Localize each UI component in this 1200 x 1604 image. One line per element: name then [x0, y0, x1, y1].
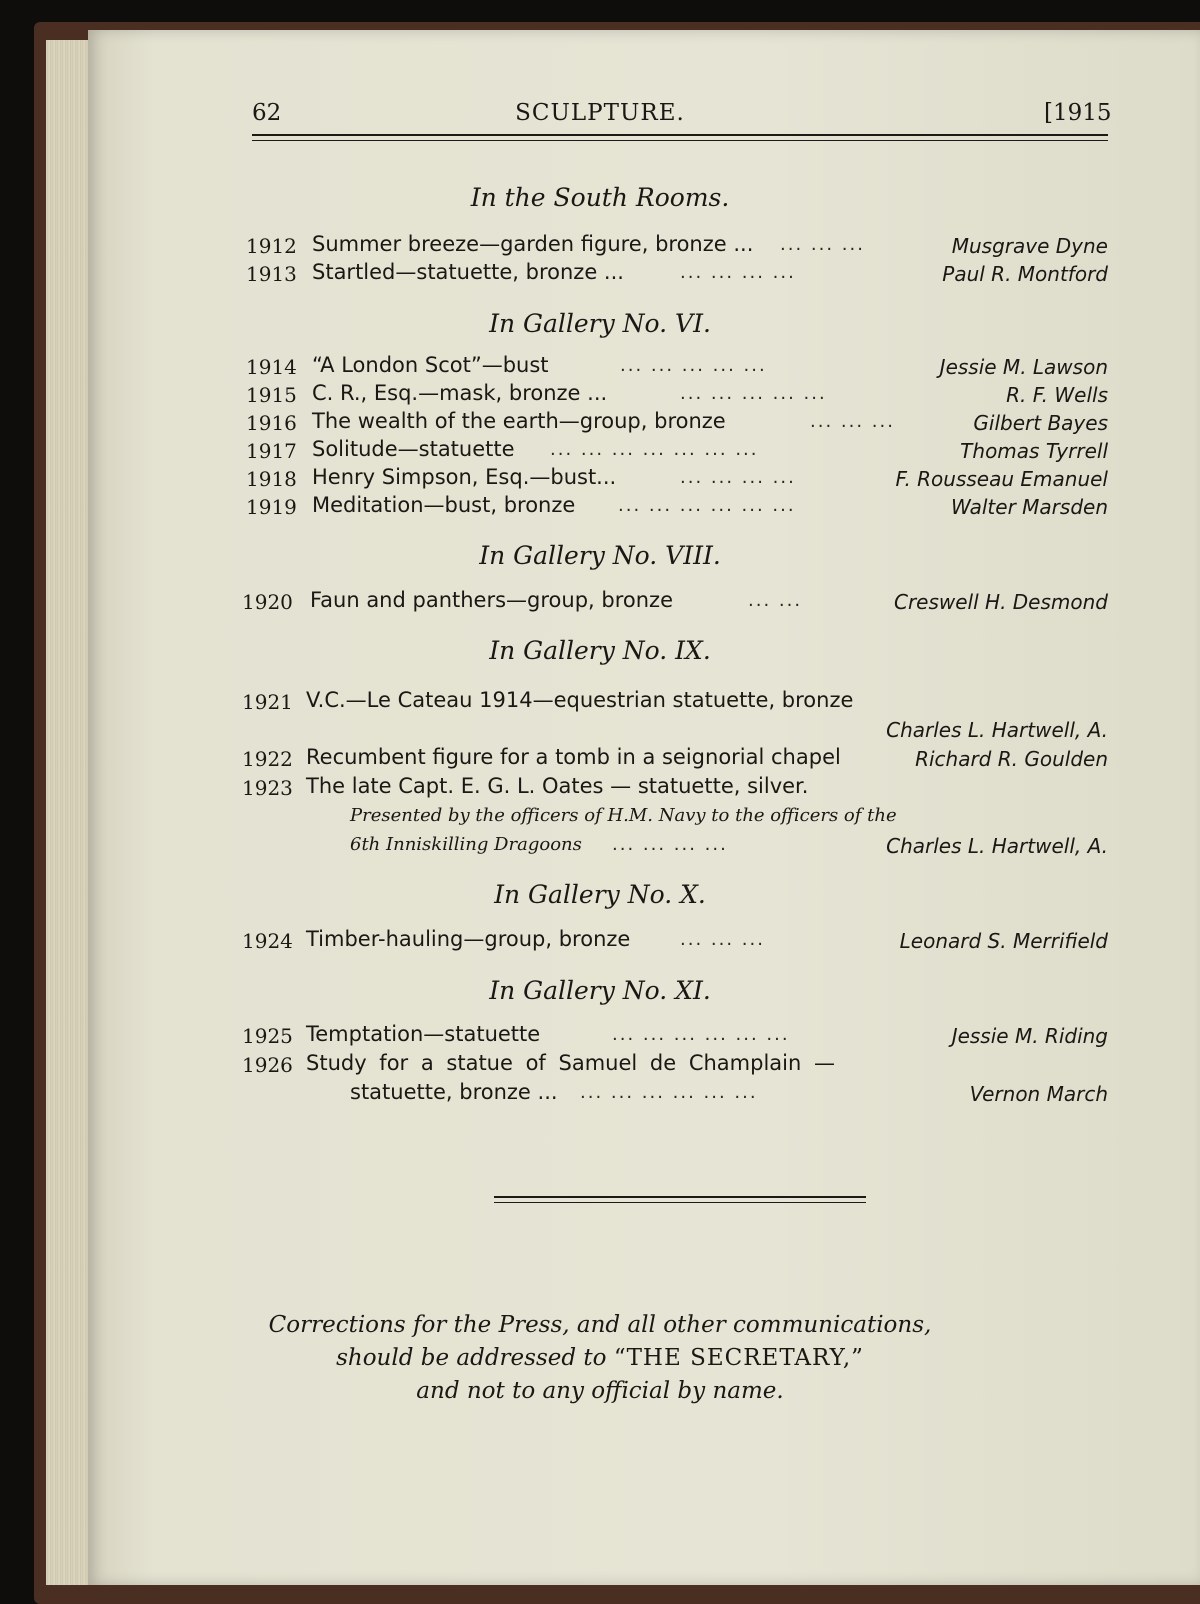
- secretary-address: “THE SECRETARY,”: [613, 1345, 864, 1371]
- entry-title: Timber-hauling—group, bronze: [306, 927, 631, 951]
- leader-dots: ... ... ... ...: [680, 467, 796, 488]
- leader-dots: ... ... ...: [680, 929, 765, 950]
- running-title: SCULPTURE.: [515, 100, 685, 126]
- entry-title: Startled—statuette, bronze ...: [312, 260, 624, 284]
- entry-number: 1924: [242, 929, 293, 953]
- leader-dots: ... ... ...: [810, 411, 895, 432]
- leader-dots: ... ... ... ... ...: [620, 355, 767, 376]
- entry-number: 1914: [246, 355, 297, 379]
- entry-number: 1918: [246, 467, 297, 491]
- entry-note: 6th Inniskilling Dragoons: [350, 834, 582, 855]
- page-number: 62: [252, 100, 282, 126]
- entry-number: 1922: [242, 747, 293, 771]
- entry-title-continued: statuette, bronze ...: [350, 1080, 558, 1104]
- leader-dots: ... ... ... ... ... ... ...: [550, 439, 759, 460]
- entry-artist: F. Rousseau Emanuel: [895, 467, 1108, 491]
- leader-dots: ... ... ... ...: [680, 262, 796, 283]
- entry-title: Temptation—statuette: [306, 1022, 541, 1046]
- entry-number: 1913: [246, 262, 297, 286]
- entry-number: 1923: [242, 776, 293, 800]
- entry-artist: Charles L. Hartwell, A.: [886, 718, 1108, 742]
- entry-title: Henry Simpson, Esq.—bust...: [312, 465, 617, 489]
- section-heading-gallery-xi: In Gallery No. XI.: [489, 976, 711, 1005]
- header-rule-thin: [252, 140, 1108, 141]
- entry-title: Solitude—statuette: [312, 437, 515, 461]
- entry-number: 1916: [246, 411, 297, 435]
- entry-title: V.C.—Le Cateau 1914—equestrian statuette, bronze: [306, 688, 854, 712]
- end-rule: [494, 1196, 866, 1198]
- entry-artist: Jessie M. Riding: [951, 1024, 1108, 1048]
- leader-dots: ... ... ... ...: [612, 834, 728, 855]
- leader-dots: ... ... ... ... ... ...: [612, 1024, 790, 1045]
- entry-title: Faun and panthers—group, bronze: [310, 588, 673, 612]
- entry-title: Study for a statue of Samuel de Champlain —: [306, 1051, 835, 1075]
- entry-artist: Richard R. Goulden: [915, 747, 1108, 771]
- entry-artist: Jessie M. Lawson: [939, 355, 1108, 379]
- section-heading-gallery-ix: In Gallery No. IX.: [489, 636, 711, 665]
- entry-title: The late Capt. E. G. L. Oates — statuette, silver.: [306, 774, 809, 798]
- footer-notice-line2: [0, 1345, 1200, 1371]
- leader-dots: ... ... ... ... ... ...: [580, 1082, 758, 1103]
- entry-note: Presented by the officers of H.M. Navy to the officers of the: [350, 805, 897, 826]
- section-heading-gallery-vi: In Gallery No. VI.: [489, 309, 711, 338]
- entry-number: 1915: [246, 383, 297, 407]
- entry-number: 1917: [246, 439, 297, 463]
- entry-artist: R. F. Wells: [1006, 383, 1108, 407]
- leader-dots: ... ... ... ... ...: [680, 383, 827, 404]
- entry-title: C. R., Esq.—mask, bronze ...: [312, 381, 608, 405]
- leader-dots: ... ... ... ... ... ...: [618, 495, 796, 516]
- entry-artist: Leonard S. Merrifield: [899, 929, 1108, 953]
- entry-number: 1920: [242, 590, 293, 614]
- footer-notice-text: should be addressed to: [336, 1345, 607, 1371]
- section-heading-south-rooms: In the South Rooms.: [470, 183, 730, 212]
- leader-dots: ... ...: [748, 590, 803, 611]
- header-rule: [252, 134, 1108, 136]
- entry-title: The wealth of the earth—group, bronze: [312, 409, 726, 433]
- entry-artist: Paul R. Montford: [942, 262, 1108, 286]
- running-year: [1915: [1044, 100, 1112, 126]
- entry-title: Recumbent figure for a tomb in a seignorial chapel: [306, 745, 841, 769]
- section-heading-gallery-x: In Gallery No. X.: [494, 880, 706, 909]
- leader-dots: ... ... ...: [780, 234, 865, 255]
- end-rule-thin: [494, 1202, 866, 1203]
- entry-artist: Gilbert Bayes: [973, 411, 1108, 435]
- entry-artist: Creswell H. Desmond: [893, 590, 1108, 614]
- entry-artist: Musgrave Dyne: [951, 234, 1108, 258]
- entry-number: 1926: [242, 1053, 293, 1077]
- entry-title: Meditation—bust, bronze: [312, 493, 576, 517]
- entry-number: 1919: [246, 495, 297, 519]
- footer-notice-line3: and not to any official by name.: [416, 1378, 784, 1404]
- entry-title: “A London Scot”—bust: [312, 353, 549, 377]
- entry-number: 1921: [242, 690, 293, 714]
- entry-number: 1925: [242, 1024, 293, 1048]
- entry-artist: Vernon March: [969, 1082, 1108, 1106]
- entry-artist: Walter Marsden: [950, 495, 1108, 519]
- entry-number: 1912: [246, 234, 297, 258]
- entry-artist: Charles L. Hartwell, A.: [886, 834, 1108, 858]
- entry-artist: Thomas Tyrrell: [960, 439, 1108, 463]
- section-heading-gallery-viii: In Gallery No. VIII.: [479, 541, 721, 570]
- footer-notice-line1: Corrections for the Press, and all other communications,: [268, 1312, 932, 1338]
- entry-title: Summer breeze—garden figure, bronze ...: [312, 232, 754, 256]
